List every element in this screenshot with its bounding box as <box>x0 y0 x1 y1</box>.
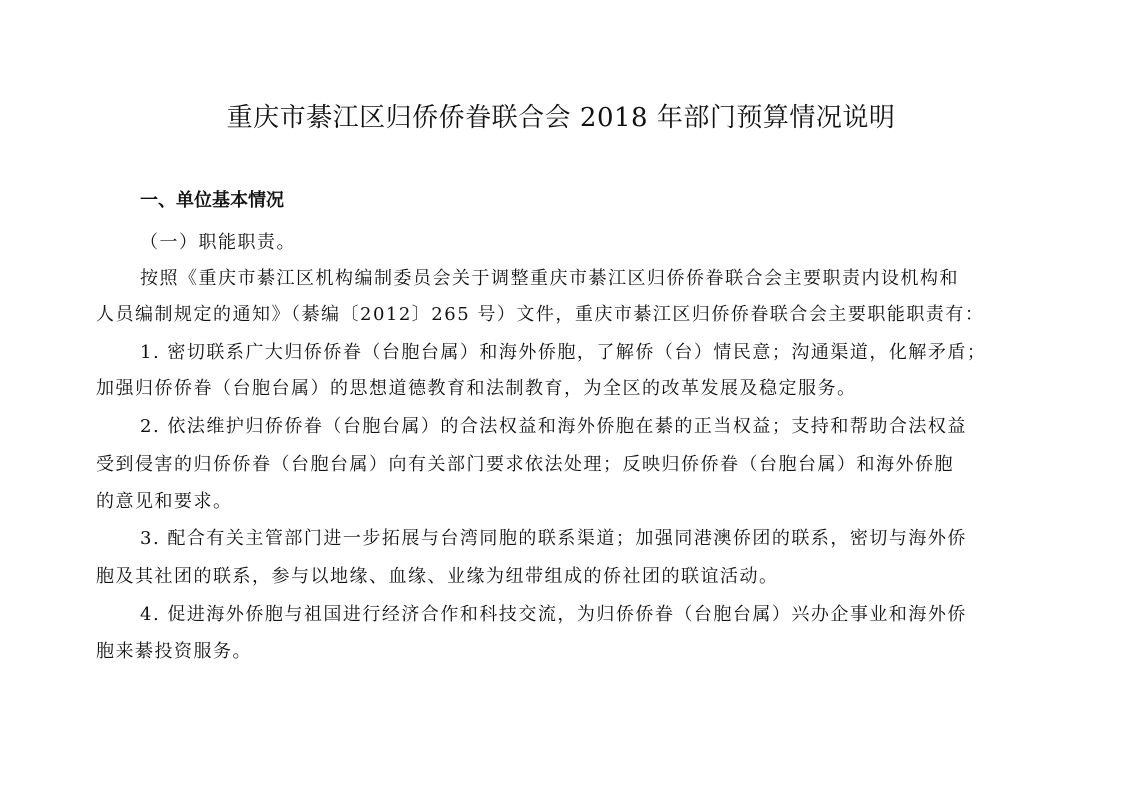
paragraph-line: 胞来綦投资服务。 <box>96 641 252 662</box>
section-heading: 一、单位基本情况 <box>140 190 284 211</box>
paragraph-line: 4. 促进海外侨胞与祖国进行经济合作和科技交流，为归侨侨眷（台胞台属）兴办企事业和海外侨 <box>140 604 967 625</box>
paragraph-line: 人员编制规定的通知》（綦编〔2012〕265 号）文件，重庆市綦江区归侨侨眷联合会主要职能职责有： <box>96 304 985 325</box>
paragraph-line: 按照《重庆市綦江区机构编制委员会关于调整重庆市綦江区归侨侨眷联合会主要职责内设机构和 <box>140 268 959 289</box>
document-title: 重庆市綦江区归侨侨眷联合会 2018 年部门预算情况说明 <box>226 103 896 133</box>
paragraph-line: 1. 密切联系广大归侨侨眷（台胞台属）和海外侨胞，了解侨（台）情民意；沟通渠道，化解矛盾； <box>140 342 987 363</box>
paragraph-line: 的意见和要求。 <box>96 491 233 512</box>
paragraph-line: 3. 配合有关主管部门进一步拓展与台湾同胞的联系渠道；加强同港澳侨团的联系，密切与海外侨 <box>140 528 967 549</box>
paragraph-line: 2. 依法维护归侨侨眷（台胞台属）的合法权益和海外侨胞在綦的正当权益；支持和帮助合法权益 <box>140 416 967 437</box>
paragraph-line: 加强归侨侨眷（台胞台属）的思想道德教育和法制教育，为全区的改革发展及稳定服务。 <box>96 378 857 399</box>
paragraph-line: 受到侵害的归侨侨眷（台胞台属）向有关部门要求依法处理；反映归侨侨眷（台胞台属）和海外侨胞 <box>96 454 954 475</box>
subsection-title: （一）职能职责。 <box>140 232 296 253</box>
paragraph-line: 胞及其社团的联系，参与以地缘、血缘、业缘为纽带组成的侨社团的联谊活动。 <box>96 566 779 587</box>
